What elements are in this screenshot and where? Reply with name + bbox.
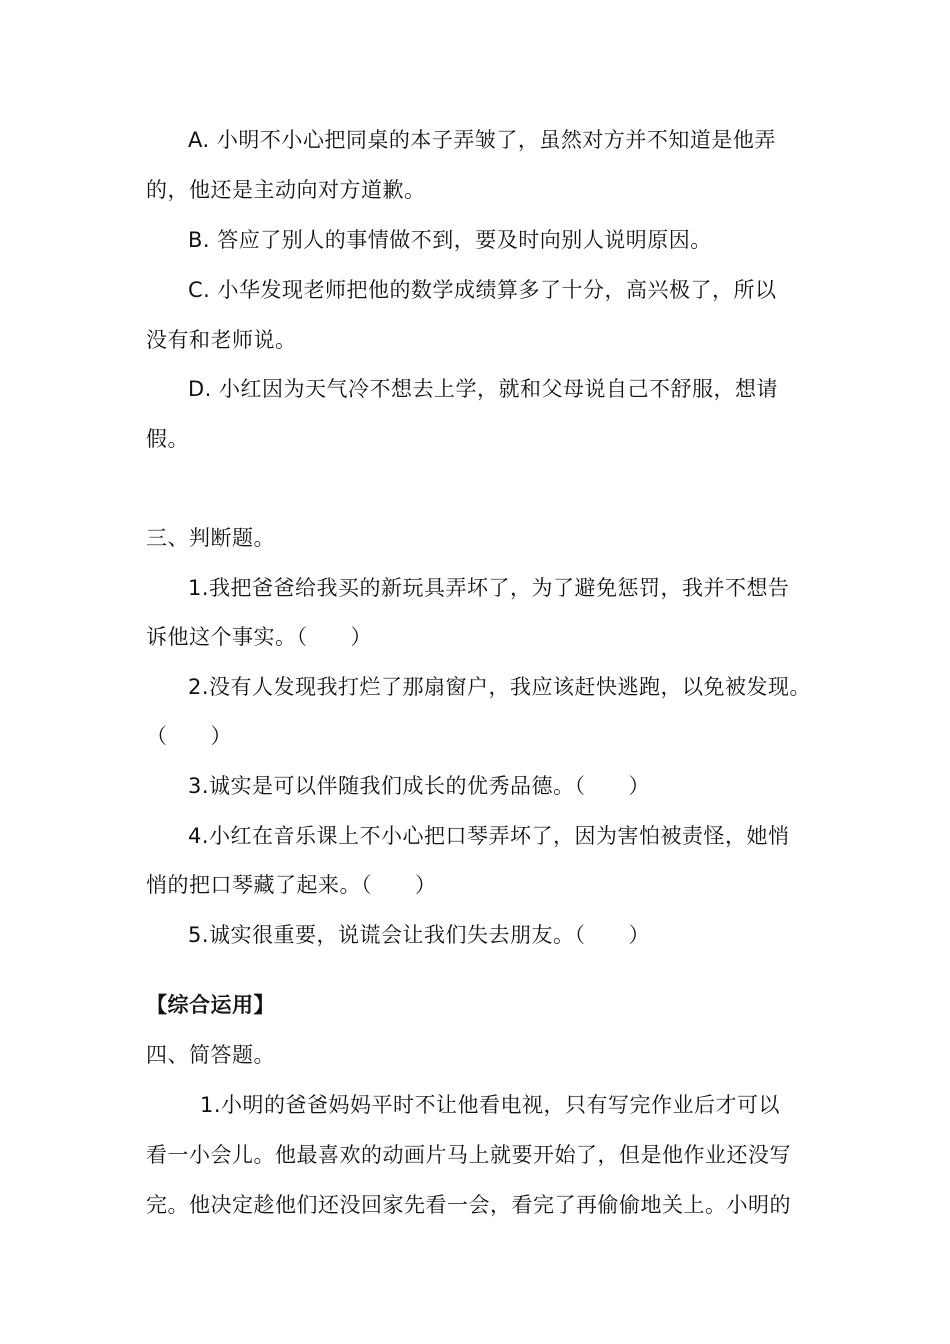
section4-q1-line3: 完。他决定趁他们还没回家先看一会，看完了再偷偷地关上。小明的 — [146, 1193, 791, 1217]
section3-q1-line2: 诉他这个事实。（ ） — [146, 625, 372, 649]
option-d-line2: 假。 — [146, 427, 189, 451]
option-c-line2: 没有和老师说。 — [146, 328, 297, 352]
section3-q3-line1: 3.诚实是可以伴随我们成长的优秀品德。（ ） — [188, 774, 651, 798]
option-a-line2: 的，他还是主动向对方道歉。 — [146, 178, 426, 202]
option-c-line1: C. 小华发现老师把他的数学成绩算多了十分，高兴极了，所以 — [188, 278, 777, 302]
option-b-line1: B. 答应了别人的事情做不到，要及时向别人说明原因。 — [188, 228, 712, 252]
section3-q1-line1: 1.我把爸爸给我买的新玩具弄坏了，为了避免惩罚，我并不想告 — [188, 576, 790, 600]
section3-title: 三、判断题。 — [146, 526, 275, 550]
section3-q5-line1: 5.诚实很重要，说谎会让我们失去朋友。（ ） — [188, 923, 651, 947]
option-d-line1: D. 小红因为天气冷不想去上学，就和父母说自己不舒服，想请 — [188, 377, 779, 401]
section4-q1-line2: 看一小会儿。他最喜欢的动画片马上就要开始了，但是他作业还没写 — [146, 1143, 791, 1167]
section4-q1-line1: 1.小明的爸爸妈妈平时不让他看电视，只有写完作业后才可以 — [200, 1093, 781, 1117]
section3-q4-line1: 4.小红在音乐课上不小心把口琴弄坏了，因为害怕被责怪，她悄 — [188, 824, 790, 848]
section4-title: 四、简答题。 — [146, 1043, 275, 1067]
section3-q2-line2: （ ） — [146, 724, 232, 748]
section-heading: 【综合运用】 — [146, 993, 275, 1017]
section3-q4-line2: 悄的把口琴藏了起来。（ ） — [146, 873, 437, 897]
option-a-line1: A. 小明不小心把同桌的本子弄皱了，虽然对方并不知道是他弄 — [188, 128, 776, 152]
section3-q2-line1: 2.没有人发现我打烂了那扇窗户，我应该赶快逃跑，以免被发现。 — [188, 675, 812, 699]
